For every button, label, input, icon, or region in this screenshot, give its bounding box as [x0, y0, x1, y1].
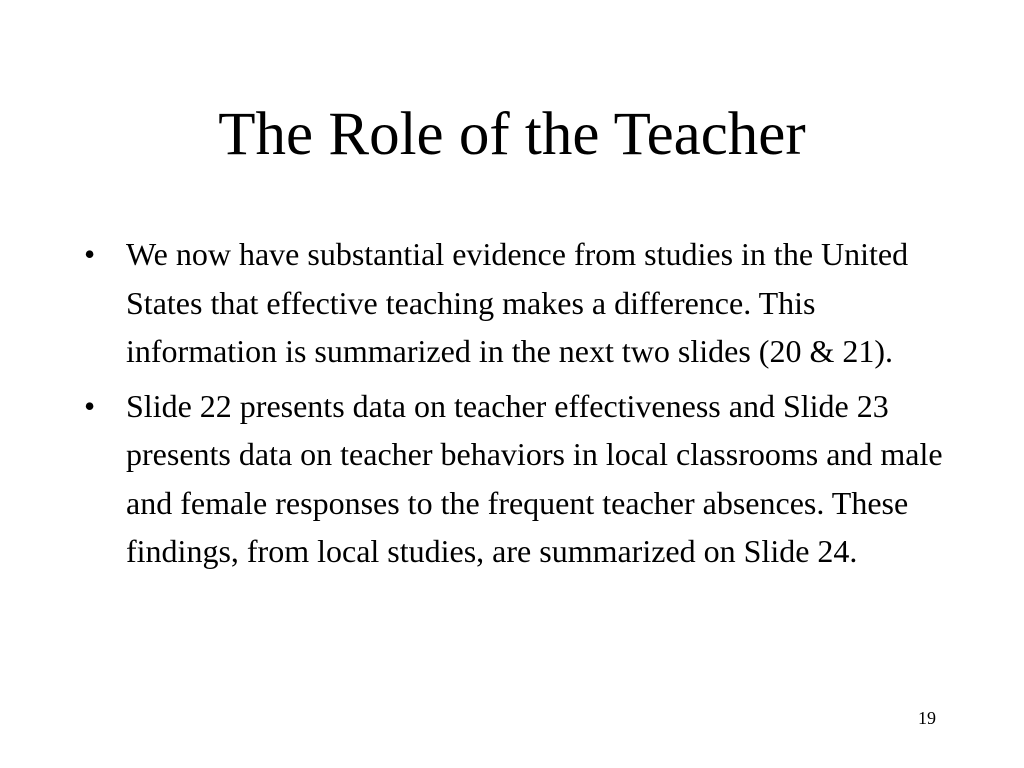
bullet-item	[84, 230, 964, 376]
bullet-item	[84, 382, 964, 576]
slide-title: The Role of the Teacher	[218, 101, 806, 168]
bullet-text: Slide 22 presents data on teacher effectiveness and Slide 23 presents data on teacher behaviors in local classrooms and male and female responses to the frequent teacher absences. These findings, from local studies, are summarized on Slide 24.	[126, 387, 943, 569]
page-number: 19	[918, 708, 936, 728]
bullet-list	[84, 230, 964, 582]
bullet-text: We now have substantial evidence from studies in the United States that effective teaching makes a difference. This information is summarized in the next two slides (20 & 21).	[126, 236, 909, 369]
bullet-icon: •	[84, 387, 96, 424]
bullet-icon: •	[84, 236, 96, 272]
